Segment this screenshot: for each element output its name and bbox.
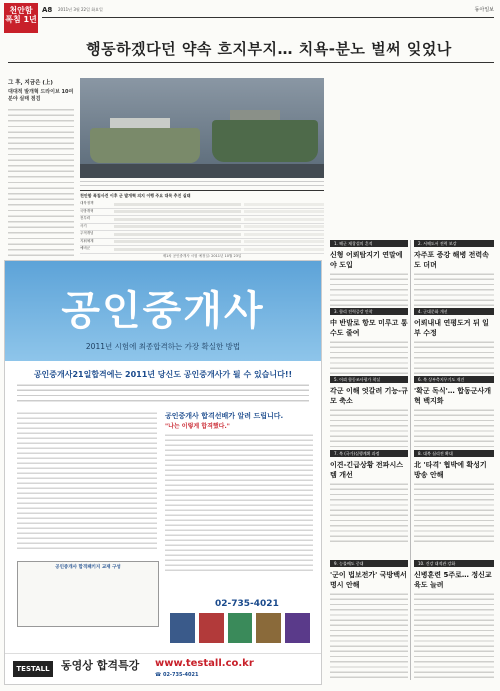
- ad-label: 제1차 공인중개사 시험 예정일: 2011년 10월 23일: [162, 254, 242, 258]
- newspaper-brand: 동아일보: [474, 7, 494, 13]
- article-title: 北 '타격' 협박에 확성기 방송 안해: [414, 461, 487, 479]
- realtor-advertisement[interactable]: [4, 260, 322, 685]
- page-headline: 행동하겠다던 약속 흐지부지… 치욕-분노 벌써 잊었나: [86, 40, 452, 58]
- warship-photo: [80, 78, 324, 178]
- article-3: [330, 308, 408, 380]
- book-covers: [170, 613, 310, 643]
- article-tag: 5. 어뢰 합동조사평가 착실: [330, 376, 408, 383]
- article-title: '확군 독식'… 합동군사개혁 백지화: [414, 387, 492, 405]
- ad-phone[interactable]: 02-735-4021: [215, 599, 279, 609]
- article-5: [330, 376, 408, 456]
- article-tag: 8. 대북 심리전 확대: [414, 450, 494, 457]
- ad-title: 공인중개사: [61, 288, 265, 334]
- article-tag: 1. 해군 재창설의 흔적: [330, 240, 408, 247]
- series-badge: [4, 3, 38, 33]
- article-9: [330, 560, 408, 682]
- ad-left-text: [17, 411, 157, 551]
- photo-caption: [80, 180, 324, 186]
- article-title: 자주포 증강 해병 전력속도 더뎌: [414, 251, 489, 269]
- article-6: [414, 376, 494, 456]
- ad-footer-url[interactable]: www.testall.co.kr: [155, 658, 254, 669]
- table-row: 지휘체계: [80, 239, 324, 247]
- ad-footer-phone: ☎ 02-735-4021: [155, 672, 199, 678]
- table-row: 사기: [80, 224, 324, 232]
- header-rule: [42, 17, 494, 18]
- ad-right-quote: "나는 이렇게 합격했다.": [165, 423, 230, 430]
- article-8: [414, 450, 494, 542]
- table-row: 예비군: [80, 246, 324, 254]
- article-1: [330, 240, 408, 312]
- ad-footer: [5, 653, 321, 684]
- course-box: [17, 561, 159, 627]
- article-tag: 2. 서해도서 전력 보강: [414, 240, 494, 247]
- article-tag: 9. 능률배도 중대: [330, 560, 408, 567]
- article-title: '군이 법보전가' 국방백서 명시 안해: [330, 571, 407, 589]
- article-title: 신형 어뢰탐지기 연말에야 도입: [330, 251, 403, 269]
- table-row: 국방개혁: [80, 209, 324, 217]
- lead-column: [8, 78, 74, 277]
- table-row: 대북정책: [80, 201, 324, 209]
- headline-rule: [8, 62, 494, 63]
- lead-body: [8, 107, 74, 277]
- reform-table: [80, 190, 324, 249]
- table-row: 전투력: [80, 216, 324, 224]
- lead-byline: 그 후, 지금은 (上): [8, 80, 53, 86]
- column-divider: [410, 240, 411, 680]
- badge-line2: 폭침 1년: [5, 15, 37, 24]
- article-tag: 6. 북 상부측지무기도 재건: [414, 376, 494, 383]
- article-title: 이견-긴급상황 전파시스템 개선: [330, 461, 403, 479]
- article-tag: 3. 합리 전력증강 안착: [330, 308, 408, 315]
- ad-slogan: 2011년 시험에 최종합격하는 가장 확실한 방법: [85, 342, 241, 351]
- page-number: A8: [42, 6, 53, 14]
- article-tag: 7. 북 (국가)실행계획 과정: [330, 450, 408, 457]
- article-7: [330, 450, 408, 542]
- badge-line1: 천안함: [9, 6, 33, 15]
- article-title: 각군 이해 엇갈려 기능-규모 축소: [330, 387, 408, 405]
- table-title: 천안함 폭침사건 이후 군 발개혁 의지 이행 주요 대목 추진 실태: [80, 193, 191, 198]
- article-title: 中 반발로 항모 미루고 통수도 줄여: [330, 319, 408, 337]
- article-10: [414, 560, 494, 682]
- ad-intro: [17, 383, 309, 405]
- article-title: 어뢰내내 연평도거 뒤 일부 수정: [414, 319, 489, 337]
- lead-subhead: 대대적 발개혁 드라이브 10여 분야 실태 점검: [8, 89, 74, 102]
- ad-right-heading: 공인중개사 합격선배가 알려 드립니다.: [165, 412, 284, 420]
- table-row: 주적개념: [80, 231, 324, 239]
- ad-subheadline: 공인중개사21일합격에는 2011년 당신도 공인중개사가 될 수 있습니다!!: [33, 370, 293, 379]
- dateline: 2011년 3월 22일 화요일: [58, 7, 103, 12]
- testall-logo: TESTALL: [13, 661, 53, 677]
- course-title: 공인중개사 합격패키지 교재 구성: [55, 565, 121, 570]
- article-tag: 10. 건강 대적관 강화: [414, 560, 494, 567]
- article-tag: 4. 군대문화 개선: [414, 308, 494, 315]
- article-title: 신병훈련 5주로… 정신교육도 늘려: [414, 571, 492, 589]
- ad-footer-name: 동영상 합격특강: [61, 659, 140, 672]
- article-4: [414, 308, 494, 380]
- ad-right-text: [165, 411, 313, 573]
- article-2: [414, 240, 494, 312]
